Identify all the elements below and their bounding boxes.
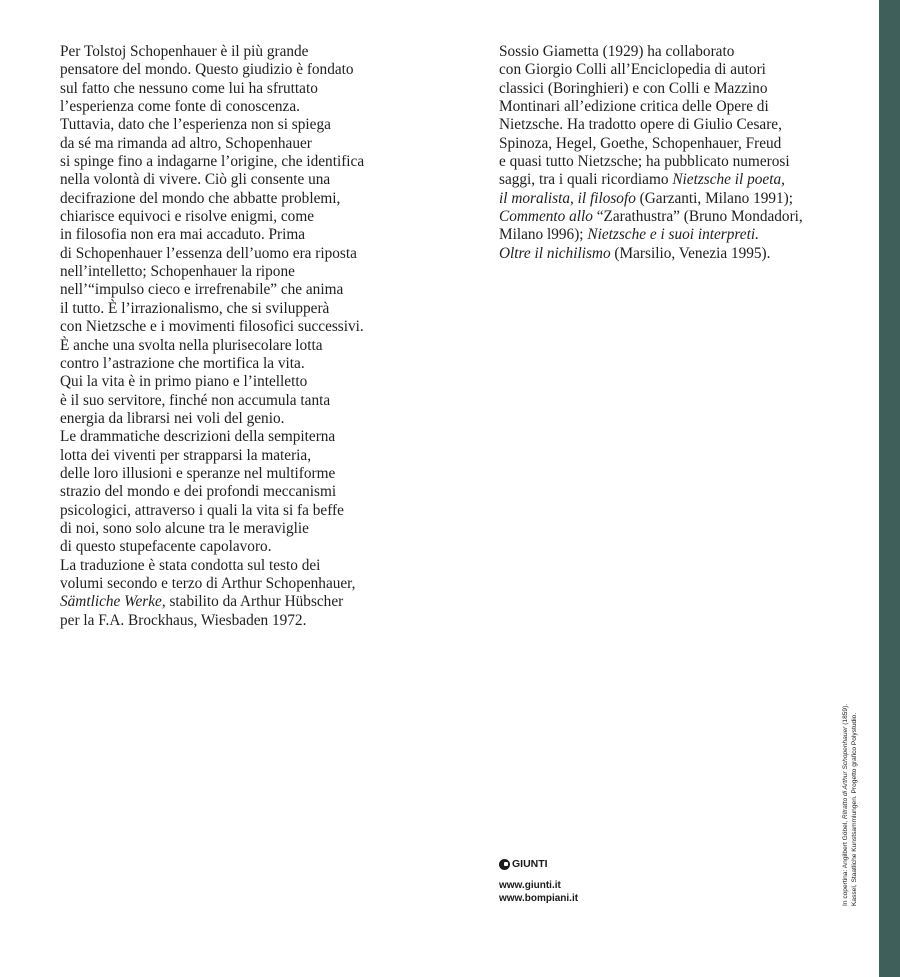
text-run: il tutto. È l’irrazionalismo, che si svilupperà bbox=[60, 299, 330, 317]
bio-line bbox=[499, 80, 844, 98]
synopsis-line bbox=[60, 337, 400, 355]
bio-line bbox=[499, 135, 844, 153]
synopsis-line bbox=[60, 281, 400, 299]
bio-line bbox=[499, 226, 844, 244]
bio-line bbox=[499, 245, 844, 263]
cover-credit bbox=[841, 676, 859, 906]
bio-line bbox=[499, 190, 844, 208]
text-run: Qui la vita è in primo piano e l’intelletto bbox=[60, 373, 308, 391]
synopsis-line bbox=[60, 318, 400, 336]
synopsis-line bbox=[60, 428, 400, 446]
synopsis-line bbox=[60, 190, 400, 208]
text-run: In copertina: Angilbert Göbel, bbox=[842, 819, 849, 906]
text-run: energia da librarsi nei voli del genio. bbox=[60, 409, 285, 427]
text-run: in filosofia non era mai accaduto. Prima bbox=[60, 226, 306, 244]
text-run: psicologici, attraverso i quali la vita si fa beffe bbox=[60, 501, 344, 519]
bio-line bbox=[499, 98, 844, 116]
text-run: nell’“impulso cieco e irrefrenabile” che anima bbox=[60, 281, 344, 299]
publisher-brand bbox=[499, 858, 548, 870]
text-run: volumi secondo e terzo di Arthur Schopenhauer, bbox=[60, 574, 356, 592]
italic-title-text: Ritratto di Arthur Schopenhauer bbox=[842, 726, 849, 820]
synopsis-line bbox=[60, 593, 400, 611]
italic-title-text: il moralista, il filosofo bbox=[499, 189, 636, 207]
text-run: Tuttavia, dato che l’esperienza non si spiega bbox=[60, 116, 331, 134]
credit-line bbox=[841, 676, 850, 906]
synopsis-line bbox=[60, 447, 400, 465]
bio-line bbox=[499, 61, 844, 79]
text-run: da sé ma rimanda ad altro, Schopenhauer bbox=[60, 134, 312, 152]
text-run: Nietzsche. Ha tradotto opere di Giulio Cesare, bbox=[499, 116, 782, 134]
synopsis-text bbox=[60, 43, 400, 630]
text-run: La traduzione è stata condotta sul testo dei bbox=[60, 556, 321, 574]
text-run: Milano l996); bbox=[499, 226, 588, 244]
text-run: nella volontà di vivere. Ciò gli consente una bbox=[60, 171, 331, 189]
text-run: sul fatto che nessuno come lui ha sfruttato bbox=[60, 79, 318, 97]
synopsis-line bbox=[60, 575, 400, 593]
text-run: saggi, tra i quali ricordiamo bbox=[499, 171, 673, 189]
text-run: Kassel, Staatliche Kunstsammlungen. Progetto grafico Polystudio. bbox=[851, 712, 858, 906]
text-run: (Marsilio, Venezia 1995). bbox=[610, 244, 771, 262]
text-run: con Nietzsche e i movimenti filosofici successivi. bbox=[60, 318, 364, 336]
text-run: chiarisce equivoci e risolve enigmi, come bbox=[60, 208, 315, 226]
publisher-links bbox=[499, 879, 578, 905]
text-run: Sossio Giametta (1929) ha collaborato bbox=[499, 43, 735, 60]
synopsis-line bbox=[60, 98, 400, 116]
bio-line bbox=[499, 43, 844, 61]
text-run: classici (Boringhieri) e con Colli e Mazzino bbox=[499, 79, 768, 97]
synopsis-line bbox=[60, 300, 400, 318]
synopsis-line bbox=[60, 153, 400, 171]
italic-title-text: Commento allo bbox=[499, 208, 593, 226]
text-run: è il suo servitore, finché non accumula tanta bbox=[60, 391, 331, 409]
synopsis-line bbox=[60, 80, 400, 98]
giunti-logo-icon bbox=[499, 859, 510, 870]
publisher-name: GIUNTI bbox=[512, 858, 548, 870]
credit-line bbox=[850, 676, 859, 906]
text-run: di Schopenhauer l’essenza dell’uomo era riposta bbox=[60, 244, 357, 262]
synopsis-line bbox=[60, 208, 400, 226]
text-run: si spinge fino a indagarne l’origine, che identifica bbox=[60, 153, 365, 171]
text-run: di noi, sono solo alcune tra le meraviglie bbox=[60, 519, 309, 537]
synopsis-line bbox=[60, 171, 400, 189]
synopsis-line bbox=[60, 502, 400, 520]
bio-line bbox=[499, 208, 844, 226]
text-run: È anche una svolta nella plurisecolare lotta bbox=[60, 336, 323, 354]
synopsis-line bbox=[60, 43, 400, 61]
link-giunti[interactable]: www.giunti.it bbox=[499, 880, 561, 891]
text-run: strazio del mondo e dei profondi meccanismi bbox=[60, 483, 337, 501]
text-run: nell’intelletto; Schopenhauer la ripone bbox=[60, 263, 295, 281]
text-run: per la F.A. Brockhaus, Wiesbaden 1972. bbox=[60, 611, 307, 629]
text-run: Le drammatiche descrizioni della sempiterna bbox=[60, 428, 336, 446]
synopsis-line bbox=[60, 557, 400, 575]
synopsis-line bbox=[60, 612, 400, 630]
text-run: contro l’astrazione che mortifica la vita. bbox=[60, 354, 305, 372]
text-run: di questo stupefacente capolavoro. bbox=[60, 538, 272, 556]
synopsis-line bbox=[60, 465, 400, 483]
text-run: Montinari all’edizione critica delle Opere di bbox=[499, 98, 769, 116]
text-run: , stabilito da Arthur Hübscher bbox=[161, 593, 344, 611]
text-run: pensatore del mondo. Questo giudizio è fondato bbox=[60, 61, 354, 79]
synopsis-line bbox=[60, 245, 400, 263]
text-run: “Zarathustra” (Bruno Mondadori, bbox=[592, 208, 803, 226]
synopsis-line bbox=[60, 135, 400, 153]
synopsis-line bbox=[60, 263, 400, 281]
italic-title-text: Nietzsche e i suoi interpreti. bbox=[587, 226, 759, 244]
synopsis-line bbox=[60, 373, 400, 391]
text-run: Spinoza, Hegel, Goethe, Schopenhauer, Freud bbox=[499, 134, 782, 152]
bio-line bbox=[499, 171, 844, 189]
bio-line bbox=[499, 153, 844, 171]
text-run: (Garzanti, Milano 1991); bbox=[635, 189, 794, 207]
bio-line bbox=[499, 116, 844, 134]
synopsis-line bbox=[60, 355, 400, 373]
synopsis-line bbox=[60, 226, 400, 244]
synopsis-line bbox=[60, 410, 400, 428]
text-run: e quasi tutto Nietzsche; ha pubblicato numerosi bbox=[499, 153, 790, 171]
synopsis-line bbox=[60, 61, 400, 79]
synopsis-line bbox=[60, 483, 400, 501]
synopsis-line bbox=[60, 520, 400, 538]
synopsis-line bbox=[60, 392, 400, 410]
text-run: (1859). bbox=[842, 703, 849, 727]
italic-title-text: Nietzsche il poeta, bbox=[672, 171, 785, 189]
text-run: delle loro illusioni e speranze nel multiforme bbox=[60, 464, 336, 482]
synopsis-line bbox=[60, 116, 400, 134]
translator-bio bbox=[499, 43, 844, 263]
link-bompiani[interactable]: www.bompiani.it bbox=[499, 893, 579, 904]
text-run: l’esperienza come fonte di conoscenza. bbox=[60, 98, 300, 116]
text-run: decifrazione del mondo che abbatte problemi, bbox=[60, 189, 341, 207]
spine-band bbox=[879, 0, 900, 977]
text-run: Per Tolstoj Schopenhauer è il più grande bbox=[60, 43, 309, 60]
text-run: lotta dei viventi per strapparsi la materia, bbox=[60, 446, 312, 464]
text-run: con Giorgio Colli all’Enciclopedia di autori bbox=[499, 61, 766, 79]
italic-title-text: Sämtliche Werke bbox=[60, 593, 162, 611]
synopsis-line bbox=[60, 538, 400, 556]
italic-title-text: Oltre il nichilismo bbox=[499, 244, 611, 262]
